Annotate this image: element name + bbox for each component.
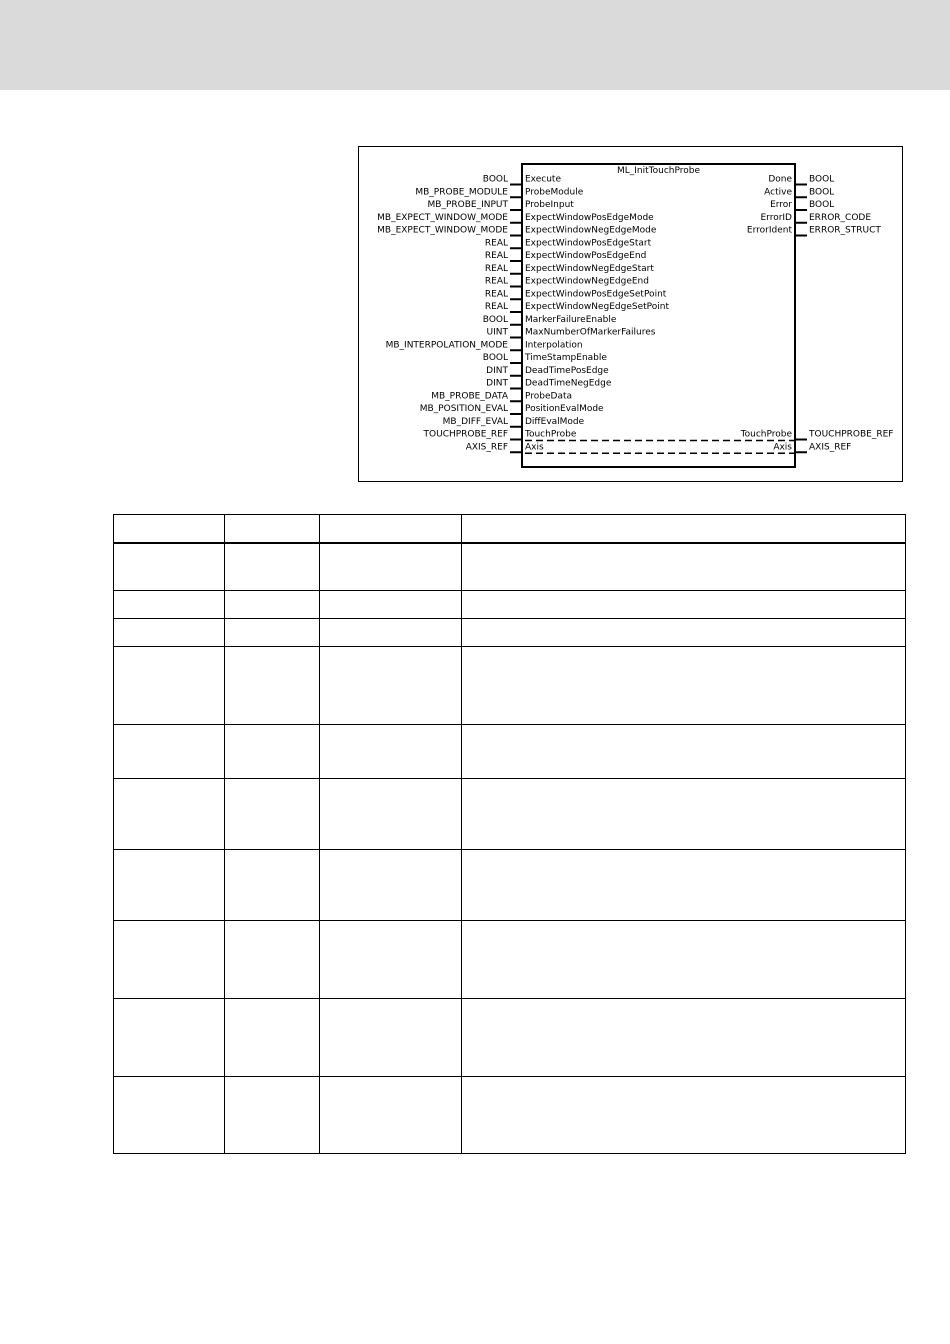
output-name-label: Done: [768, 174, 792, 185]
input-type-label: BOOL: [482, 174, 508, 185]
input-type-label: MB_EXPECT_WINDOW_MODE: [377, 212, 508, 223]
input-name-label: ExpectWindowNegEdgeMode: [525, 225, 657, 236]
table-cell: [320, 850, 462, 921]
table-cell: [225, 515, 320, 543]
table-cell: [320, 543, 462, 591]
input-type-label: MB_DIFF_EVAL: [442, 416, 508, 427]
output-type-label: ERROR_STRUCT: [809, 225, 881, 236]
output-type-label: BOOL: [809, 187, 835, 198]
inout-name-label: Axis: [773, 442, 792, 453]
table-cell: [114, 1077, 225, 1154]
table-cell: [320, 515, 462, 543]
input-name-label: ExpectWindowPosEdgeStart: [525, 238, 652, 249]
input-name-label: TimeStampEnable: [525, 353, 607, 363]
table-cell: [114, 619, 225, 647]
table-cell: [320, 779, 462, 850]
output-type-label: BOOL: [809, 174, 835, 185]
input-type-label: MB_INTERPOLATION_MODE: [385, 340, 508, 351]
input-type-label: REAL: [484, 289, 508, 300]
table-cell: [114, 725, 225, 779]
table-cell: [320, 999, 462, 1077]
table-cell: [462, 543, 906, 591]
table-row: [114, 647, 906, 725]
table-row: [114, 543, 906, 591]
table-cell: [462, 647, 906, 725]
table-cell: [114, 921, 225, 999]
table-cell: [225, 619, 320, 647]
output-type-label: BOOL: [809, 200, 835, 210]
table-header-row: [114, 515, 906, 543]
table-cell: [225, 1077, 320, 1154]
table-cell: [320, 591, 462, 619]
table-cell: [114, 515, 225, 543]
table-cell: [225, 591, 320, 619]
input-type-label: MB_PROBE_DATA: [431, 391, 508, 402]
input-type-label: TOUCHPROBE_REF: [423, 429, 508, 440]
output-name-label: ErrorID: [760, 212, 792, 223]
table-cell: [462, 725, 906, 779]
input-type-label: DINT: [486, 378, 508, 389]
input-type-label: BOOL: [482, 353, 508, 363]
input-type-label: MB_PROBE_INPUT: [427, 200, 508, 210]
table-cell: [462, 999, 906, 1077]
table-cell: [225, 647, 320, 725]
output-name-label: ErrorIdent: [746, 225, 792, 236]
table-cell: [462, 515, 906, 543]
input-name-label: DeadTimePosEdge: [525, 365, 609, 376]
input-name-label: Axis: [525, 442, 544, 453]
input-type-label: MB_EXPECT_WINDOW_MODE: [377, 225, 508, 236]
table-cell: [462, 619, 906, 647]
input-name-label: ExpectWindowPosEdgeSetPoint: [525, 289, 667, 300]
inout-type-label: TOUCHPROBE_REF: [809, 429, 894, 440]
table-cell: [462, 779, 906, 850]
input-name-label: ExpectWindowPosEdgeMode: [525, 212, 654, 223]
table-cell: [320, 647, 462, 725]
input-type-label: MB_PROBE_MODULE: [415, 187, 508, 198]
input-name-label: TouchProbe: [525, 429, 577, 440]
input-name-label: DeadTimeNegEdge: [525, 378, 612, 389]
inout-name-label: TouchProbe: [740, 429, 792, 440]
table-cell: [225, 999, 320, 1077]
table-cell: [462, 1077, 906, 1154]
input-name-label: ExpectWindowNegEdgeStart: [525, 263, 654, 274]
input-type-label: REAL: [484, 263, 508, 274]
table-row: [114, 591, 906, 619]
input-type-label: AXIS_REF: [465, 442, 508, 453]
input-name-label: MarkerFailureEnable: [525, 314, 617, 325]
input-type-label: UINT: [486, 327, 508, 338]
input-name-label: ProbeInput: [525, 200, 574, 210]
table-cell: [225, 543, 320, 591]
table-row: [114, 725, 906, 779]
table-row: [114, 921, 906, 999]
function-block-diagram: [358, 146, 903, 482]
input-name-label: ProbeModule: [525, 187, 584, 198]
table-cell: [462, 591, 906, 619]
input-type-label: REAL: [484, 238, 508, 249]
table-cell: [114, 591, 225, 619]
table-row: [114, 999, 906, 1077]
input-type-label: REAL: [484, 251, 508, 261]
input-name-label: MaxNumberOfMarkerFailures: [525, 327, 656, 338]
input-name-label: ProbeData: [525, 391, 573, 402]
table-row: [114, 1077, 906, 1154]
table-cell: [114, 850, 225, 921]
input-name-label: ExpectWindowNegEdgeSetPoint: [525, 302, 669, 312]
function-block-svg: [359, 147, 904, 483]
table-row: [114, 850, 906, 921]
table-cell: [320, 619, 462, 647]
inout-type-label: AXIS_REF: [809, 442, 852, 453]
table-cell: [114, 999, 225, 1077]
parameter-table: [113, 514, 906, 1154]
input-type-label: MB_POSITION_EVAL: [419, 404, 508, 414]
table-cell: [114, 779, 225, 850]
output-name-label: Error: [770, 200, 792, 210]
table-cell: [225, 725, 320, 779]
input-type-label: REAL: [484, 302, 508, 312]
input-type-label: DINT: [486, 365, 508, 376]
function-block-title: ML_InitTouchProbe: [616, 166, 701, 176]
input-name-label: PositionEvalMode: [525, 404, 604, 414]
input-type-label: REAL: [484, 276, 508, 287]
output-type-label: ERROR_CODE: [809, 212, 872, 223]
input-name-label: Execute: [525, 174, 561, 185]
input-name-label: Interpolation: [525, 340, 583, 351]
page-header-band: [0, 0, 950, 90]
table-cell: [114, 543, 225, 591]
table-row: [114, 779, 906, 850]
table-row: [114, 619, 906, 647]
table-cell: [225, 921, 320, 999]
input-name-label: ExpectWindowNegEdgeEnd: [525, 276, 649, 287]
output-name-label: Active: [764, 187, 792, 198]
table-cell: [320, 725, 462, 779]
table-cell: [462, 921, 906, 999]
table-cell: [225, 850, 320, 921]
table-cell: [320, 921, 462, 999]
table-cell: [462, 850, 906, 921]
table-cell: [320, 1077, 462, 1154]
table-cell: [114, 647, 225, 725]
input-name-label: ExpectWindowPosEdgeEnd: [525, 251, 647, 261]
input-name-label: DiffEvalMode: [525, 416, 585, 427]
input-type-label: BOOL: [482, 314, 508, 325]
table-cell: [225, 779, 320, 850]
